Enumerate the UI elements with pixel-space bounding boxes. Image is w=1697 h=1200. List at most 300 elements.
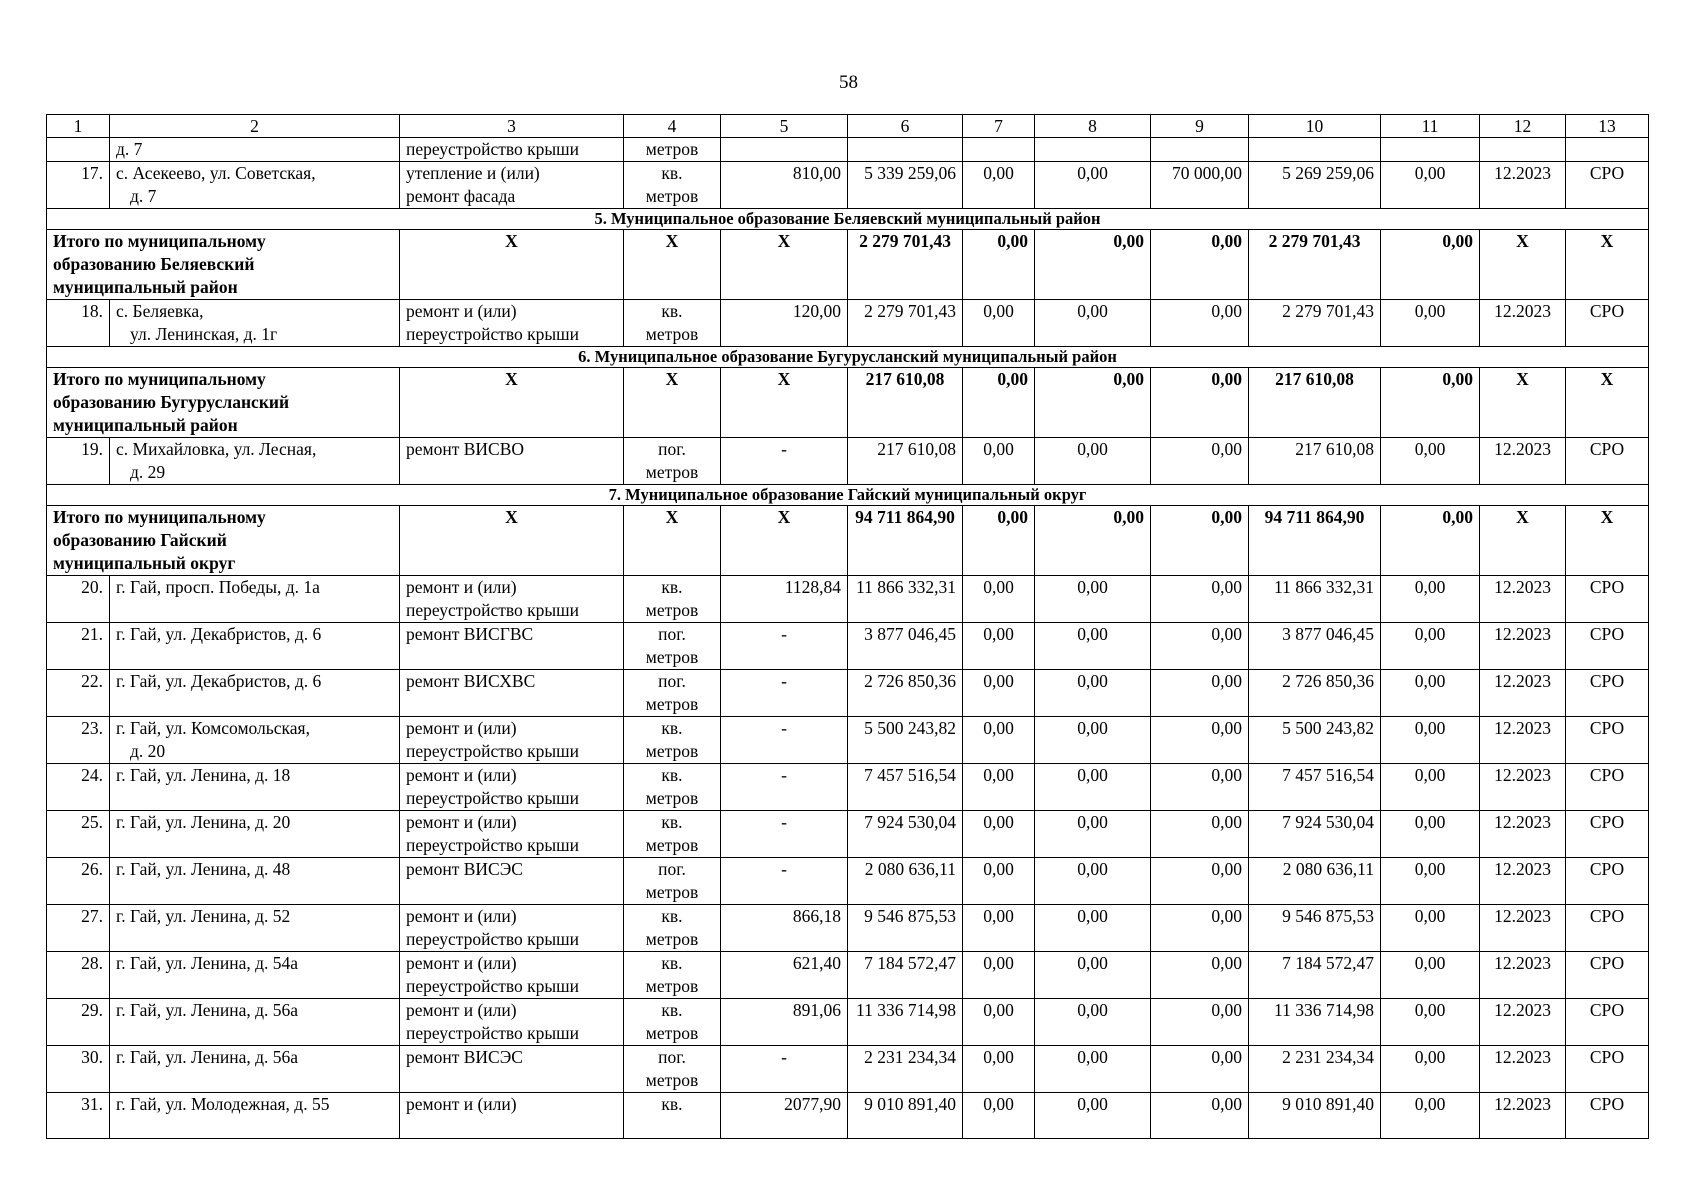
fund-regional: 0,00 [1035,717,1151,764]
cell-line: г. Гай, ул. Декабристов, д. 6 [116,624,322,644]
fund-other: 0,00 [1381,300,1480,347]
column-header-2: 2 [110,115,400,138]
address [110,1093,400,1139]
cell-line: Итого по муниципальному [53,507,266,527]
deadline: 12.2023 [1480,999,1566,1046]
fund-regional: 0,00 [1035,811,1151,858]
fund-federal: 0,00 [963,999,1035,1046]
cell-line: ремонт фасада [406,186,516,206]
cell-line: кв. [661,301,683,321]
address [110,717,400,764]
row-number [47,138,110,162]
fund-other: 0,00 [1381,1093,1480,1139]
row-number: 21. [47,623,110,670]
fund-other [1381,138,1480,162]
fund-local [1151,138,1249,162]
cell-line: переустройство крыши [406,139,579,159]
address [110,300,400,347]
unit [624,764,721,811]
total-cost: 7 184 572,47 [848,952,963,999]
fund-regional: 0,00 [1035,576,1151,623]
fund-federal: 0,00 [963,1046,1035,1093]
cell-line: г. Гай, ул. Ленина, д. 56а [116,1000,299,1020]
fund-local: 0,00 [1151,905,1249,952]
cell-line: метров [645,741,699,761]
fund-other: 0,00 [1381,162,1480,209]
cell-line: ремонт и (или) [406,812,517,832]
fund-regional: 0,00 [1035,162,1151,209]
cell-line: метров [645,324,699,344]
subtotal-fund-other: 0,00 [1381,230,1480,300]
row-number: 22. [47,670,110,717]
subtotal-fund-regional: 0,00 [1035,506,1151,576]
subtotal-executor: Х [1566,368,1649,438]
unit [624,999,721,1046]
cell-line: пог. [658,624,686,644]
fund-owners: 11 336 714,98 [1249,999,1381,1046]
executor: СРО [1566,764,1649,811]
cell-line: метров [645,976,699,996]
cell-line: с. Асекеево, ул. Советская, [116,163,316,183]
executor: СРО [1566,1046,1649,1093]
total-cost: 5 500 243,82 [848,717,963,764]
fund-owners: 2 231 234,34 [1249,1046,1381,1093]
cell-line: ремонт и (или) [406,718,517,738]
deadline [1480,138,1566,162]
work-type [400,623,624,670]
address [110,952,400,999]
fund-local: 70 000,00 [1151,162,1249,209]
cell-line: д. 7 [116,139,143,159]
fund-owners: 11 866 332,31 [1249,576,1381,623]
subtotal-row [47,230,1649,300]
volume: - [721,438,848,485]
fund-other: 0,00 [1381,717,1480,764]
work-type [400,138,624,162]
fund-owners: 9 010 891,40 [1249,1093,1381,1139]
column-header-11: 11 [1381,115,1480,138]
subtotal-work-type: Х [400,230,624,300]
address [110,576,400,623]
column-header-4: 4 [624,115,721,138]
subtotal-fund-owners: 217 610,08 [1249,368,1381,438]
table-row [47,999,1649,1046]
cell-line: метров [645,835,699,855]
executor: СРО [1566,576,1649,623]
work-type [400,162,624,209]
cell-line: г. Гай, ул. Декабристов, д. 6 [116,671,322,691]
row-number: 26. [47,858,110,905]
fund-federal: 0,00 [963,717,1035,764]
deadline: 12.2023 [1480,623,1566,670]
table-row [47,670,1649,717]
fund-other: 0,00 [1381,576,1480,623]
cell-line: переустройство крыши [406,741,579,761]
total-cost: 2 231 234,34 [848,1046,963,1093]
row-number: 31. [47,1093,110,1139]
subtotal-total-label [47,506,400,576]
cell-line: метров [645,882,699,902]
table-row [47,811,1649,858]
subtotal-fund-owners: 94 711 864,90 [1249,506,1381,576]
subtotal-total-label [47,230,400,300]
work-type [400,717,624,764]
subtotal-unit: Х [624,230,721,300]
cell-line: пог. [658,859,686,879]
fund-owners: 7 924 530,04 [1249,811,1381,858]
table-row [47,858,1649,905]
row-number: 23. [47,717,110,764]
table-row [47,623,1649,670]
page-number: 58 [839,72,858,93]
cell-line: ремонт ВИСВО [406,439,525,459]
fund-regional: 0,00 [1035,999,1151,1046]
fund-local: 0,00 [1151,576,1249,623]
volume: - [721,623,848,670]
unit [624,623,721,670]
cell-line: образованию Гайский [53,530,227,550]
cell-line: д. 7 [130,186,157,206]
cell-line: метров [645,186,699,206]
total-cost: 7 924 530,04 [848,811,963,858]
work-type [400,670,624,717]
section-title: 5. Муниципальное образование Беляевский муниципальный район [47,209,1649,230]
cell-line: ремонт и (или) [406,906,517,926]
deadline: 12.2023 [1480,764,1566,811]
cell-line: муниципальный район [53,277,238,297]
fund-federal: 0,00 [963,952,1035,999]
subtotal-total-cost: 2 279 701,43 [848,230,963,300]
column-header-6: 6 [848,115,963,138]
cell-line: кв. [661,718,683,738]
fund-owners: 2 080 636,11 [1249,858,1381,905]
cell-line: ремонт ВИСХВС [406,671,536,691]
subtotal-unit: Х [624,368,721,438]
table-row [47,764,1649,811]
cell-line: г. Гай, ул. Ленина, д. 54а [116,953,299,973]
executor: СРО [1566,858,1649,905]
cell-line: кв. [661,812,683,832]
volume: - [721,811,848,858]
volume: 2077,90 [721,1093,848,1139]
fund-regional: 0,00 [1035,764,1151,811]
deadline: 12.2023 [1480,162,1566,209]
work-type [400,811,624,858]
executor: СРО [1566,811,1649,858]
subtotal-fund-local: 0,00 [1151,368,1249,438]
fund-federal: 0,00 [963,811,1035,858]
total-cost [848,138,963,162]
fund-other: 0,00 [1381,1046,1480,1093]
subtotal-fund-federal: 0,00 [963,230,1035,300]
fund-regional: 0,00 [1035,623,1151,670]
unit [624,162,721,209]
address [110,811,400,858]
deadline: 12.2023 [1480,670,1566,717]
column-header-9: 9 [1151,115,1249,138]
fund-owners [1249,138,1381,162]
deadline: 12.2023 [1480,300,1566,347]
fund-other: 0,00 [1381,858,1480,905]
column-header-5: 5 [721,115,848,138]
volume [721,138,848,162]
address [110,999,400,1046]
cell-line: с. Михайловка, ул. Лесная, [116,439,317,459]
executor: СРО [1566,717,1649,764]
address [110,438,400,485]
section-heading-row [47,347,1649,368]
fund-regional: 0,00 [1035,858,1151,905]
cell-line: ремонт и (или) [406,953,517,973]
cell-line: муниципальный район [53,415,238,435]
unit [624,1046,721,1093]
fund-federal: 0,00 [963,858,1035,905]
fund-local: 0,00 [1151,717,1249,764]
address [110,138,400,162]
work-type [400,1046,624,1093]
volume: 120,00 [721,300,848,347]
table-row [47,576,1649,623]
fund-other: 0,00 [1381,905,1480,952]
work-type [400,1093,624,1139]
fund-owners: 7 184 572,47 [1249,952,1381,999]
volume: - [721,1046,848,1093]
fund-other: 0,00 [1381,623,1480,670]
fund-owners: 217 610,08 [1249,438,1381,485]
table-row [47,1093,1649,1139]
fund-other: 0,00 [1381,670,1480,717]
executor: СРО [1566,438,1649,485]
row-number: 28. [47,952,110,999]
unit [624,905,721,952]
fund-regional [1035,138,1151,162]
subtotal-deadline: Х [1480,230,1566,300]
fund-local: 0,00 [1151,623,1249,670]
subtotal-fund-regional: 0,00 [1035,230,1151,300]
row-number: 24. [47,764,110,811]
cell-line: д. 29 [130,462,166,482]
cell-line: кв. [661,906,683,926]
fund-federal: 0,00 [963,905,1035,952]
fund-local: 0,00 [1151,438,1249,485]
address [110,858,400,905]
deadline: 12.2023 [1480,952,1566,999]
volume: - [721,764,848,811]
subtotal-row [47,506,1649,576]
volume: - [721,670,848,717]
table-row [47,905,1649,952]
fund-federal: 0,00 [963,1093,1035,1139]
total-cost: 5 339 259,06 [848,162,963,209]
table-row [47,952,1649,999]
executor: СРО [1566,623,1649,670]
cell-line: метров [645,139,699,159]
subtotal-executor: Х [1566,506,1649,576]
volume: - [721,858,848,905]
fund-owners: 2 726 850,36 [1249,670,1381,717]
column-header-12: 12 [1480,115,1566,138]
table-body [47,115,1649,1139]
fund-regional: 0,00 [1035,300,1151,347]
column-number-header [47,115,1649,138]
executor: СРО [1566,905,1649,952]
fund-federal: 0,00 [963,623,1035,670]
row-number: 17. [47,162,110,209]
work-type [400,905,624,952]
section-heading-row [47,209,1649,230]
cell-line: метров [645,788,699,808]
cell-line: переустройство крыши [406,976,579,996]
address [110,623,400,670]
unit [624,717,721,764]
cell-line: метров [645,1023,699,1043]
fund-local: 0,00 [1151,764,1249,811]
fund-federal: 0,00 [963,300,1035,347]
total-cost: 2 080 636,11 [848,858,963,905]
cell-line: образованию Беляевский [53,254,255,274]
cell-line: ремонт и (или) [406,577,517,597]
column-header-10: 10 [1249,115,1381,138]
fund-local: 0,00 [1151,1093,1249,1139]
cell-line: образованию Бугурусланский [53,392,290,412]
deadline: 12.2023 [1480,811,1566,858]
volume: 1128,84 [721,576,848,623]
subtotal-total-cost: 94 711 864,90 [848,506,963,576]
subtotal-work-type: Х [400,368,624,438]
subtotal-fund-local: 0,00 [1151,506,1249,576]
table-row [47,300,1649,347]
total-cost: 2 726 850,36 [848,670,963,717]
unit [624,138,721,162]
deadline: 12.2023 [1480,905,1566,952]
deadline: 12.2023 [1480,1046,1566,1093]
cell-line: метров [645,1070,699,1090]
fund-other: 0,00 [1381,811,1480,858]
cell-line: переустройство крыши [406,1023,579,1043]
fund-owners: 7 457 516,54 [1249,764,1381,811]
address [110,162,400,209]
address [110,764,400,811]
cell-line: метров [645,600,699,620]
deadline: 12.2023 [1480,576,1566,623]
deadline: 12.2023 [1480,717,1566,764]
cell-line: г. Гай, ул. Ленина, д. 20 [116,812,291,832]
work-type [400,300,624,347]
cell-line: с. Беляевка, [116,301,204,321]
unit [624,670,721,717]
fund-local: 0,00 [1151,811,1249,858]
subtotal-volume: Х [721,506,848,576]
cell-line: пог. [658,439,686,459]
fund-owners: 9 546 875,53 [1249,905,1381,952]
executor: СРО [1566,300,1649,347]
cell-line: метров [645,462,699,482]
table-row [47,717,1649,764]
subtotal-total-label [47,368,400,438]
executor: СРО [1566,670,1649,717]
column-header-1: 1 [47,115,110,138]
subtotal-unit: Х [624,506,721,576]
row-number: 25. [47,811,110,858]
unit [624,952,721,999]
fund-regional: 0,00 [1035,438,1151,485]
fund-local: 0,00 [1151,300,1249,347]
work-type [400,999,624,1046]
cell-line: Итого по муниципальному [53,231,266,251]
volume: 810,00 [721,162,848,209]
cell-line: метров [645,647,699,667]
fund-federal: 0,00 [963,438,1035,485]
fund-regional: 0,00 [1035,1093,1151,1139]
cell-line: метров [645,929,699,949]
total-cost: 11 866 332,31 [848,576,963,623]
unit [624,438,721,485]
fund-federal [963,138,1035,162]
total-cost: 2 279 701,43 [848,300,963,347]
row-number: 27. [47,905,110,952]
row-number: 19. [47,438,110,485]
unit [624,858,721,905]
cell-line: кв. [661,163,683,183]
cell-line: г. Гай, ул. Ленина, д. 56а [116,1047,299,1067]
row-number: 30. [47,1046,110,1093]
total-cost: 11 336 714,98 [848,999,963,1046]
cell-line: переустройство крыши [406,929,579,949]
cell-line: кв. [661,765,683,785]
capital-repair-table [46,114,1649,1139]
section-heading-row [47,485,1649,506]
cell-line: г. Гай, ул. Ленина, д. 48 [116,859,291,879]
row-number: 29. [47,999,110,1046]
cell-line: кв. [661,1094,683,1114]
executor: СРО [1566,1093,1649,1139]
cell-line: ремонт ВИСГВС [406,624,534,644]
column-header-7: 7 [963,115,1035,138]
work-type [400,764,624,811]
fund-federal: 0,00 [963,162,1035,209]
cell-line: муниципальный округ [53,553,236,573]
subtotal-fund-regional: 0,00 [1035,368,1151,438]
cell-line: ул. Ленинская, д. 1г [130,324,278,344]
fund-regional: 0,00 [1035,905,1151,952]
volume: 866,18 [721,905,848,952]
fund-federal: 0,00 [963,670,1035,717]
fund-owners: 2 279 701,43 [1249,300,1381,347]
cell-line: переустройство крыши [406,788,579,808]
work-type [400,952,624,999]
subtotal-fund-other: 0,00 [1381,368,1480,438]
volume: - [721,717,848,764]
fund-local: 0,00 [1151,670,1249,717]
subtotal-total-cost: 217 610,08 [848,368,963,438]
table-row [47,1046,1649,1093]
unit [624,811,721,858]
fund-regional: 0,00 [1035,670,1151,717]
subtotal-fund-local: 0,00 [1151,230,1249,300]
deadline: 12.2023 [1480,438,1566,485]
row-number: 18. [47,300,110,347]
cell-line: ремонт и (или) [406,765,517,785]
executor: СРО [1566,162,1649,209]
subtotal-fund-federal: 0,00 [963,368,1035,438]
work-type [400,858,624,905]
subtotal-volume: Х [721,230,848,300]
row-number: 20. [47,576,110,623]
deadline: 12.2023 [1480,858,1566,905]
address [110,905,400,952]
fund-federal: 0,00 [963,764,1035,811]
unit [624,300,721,347]
